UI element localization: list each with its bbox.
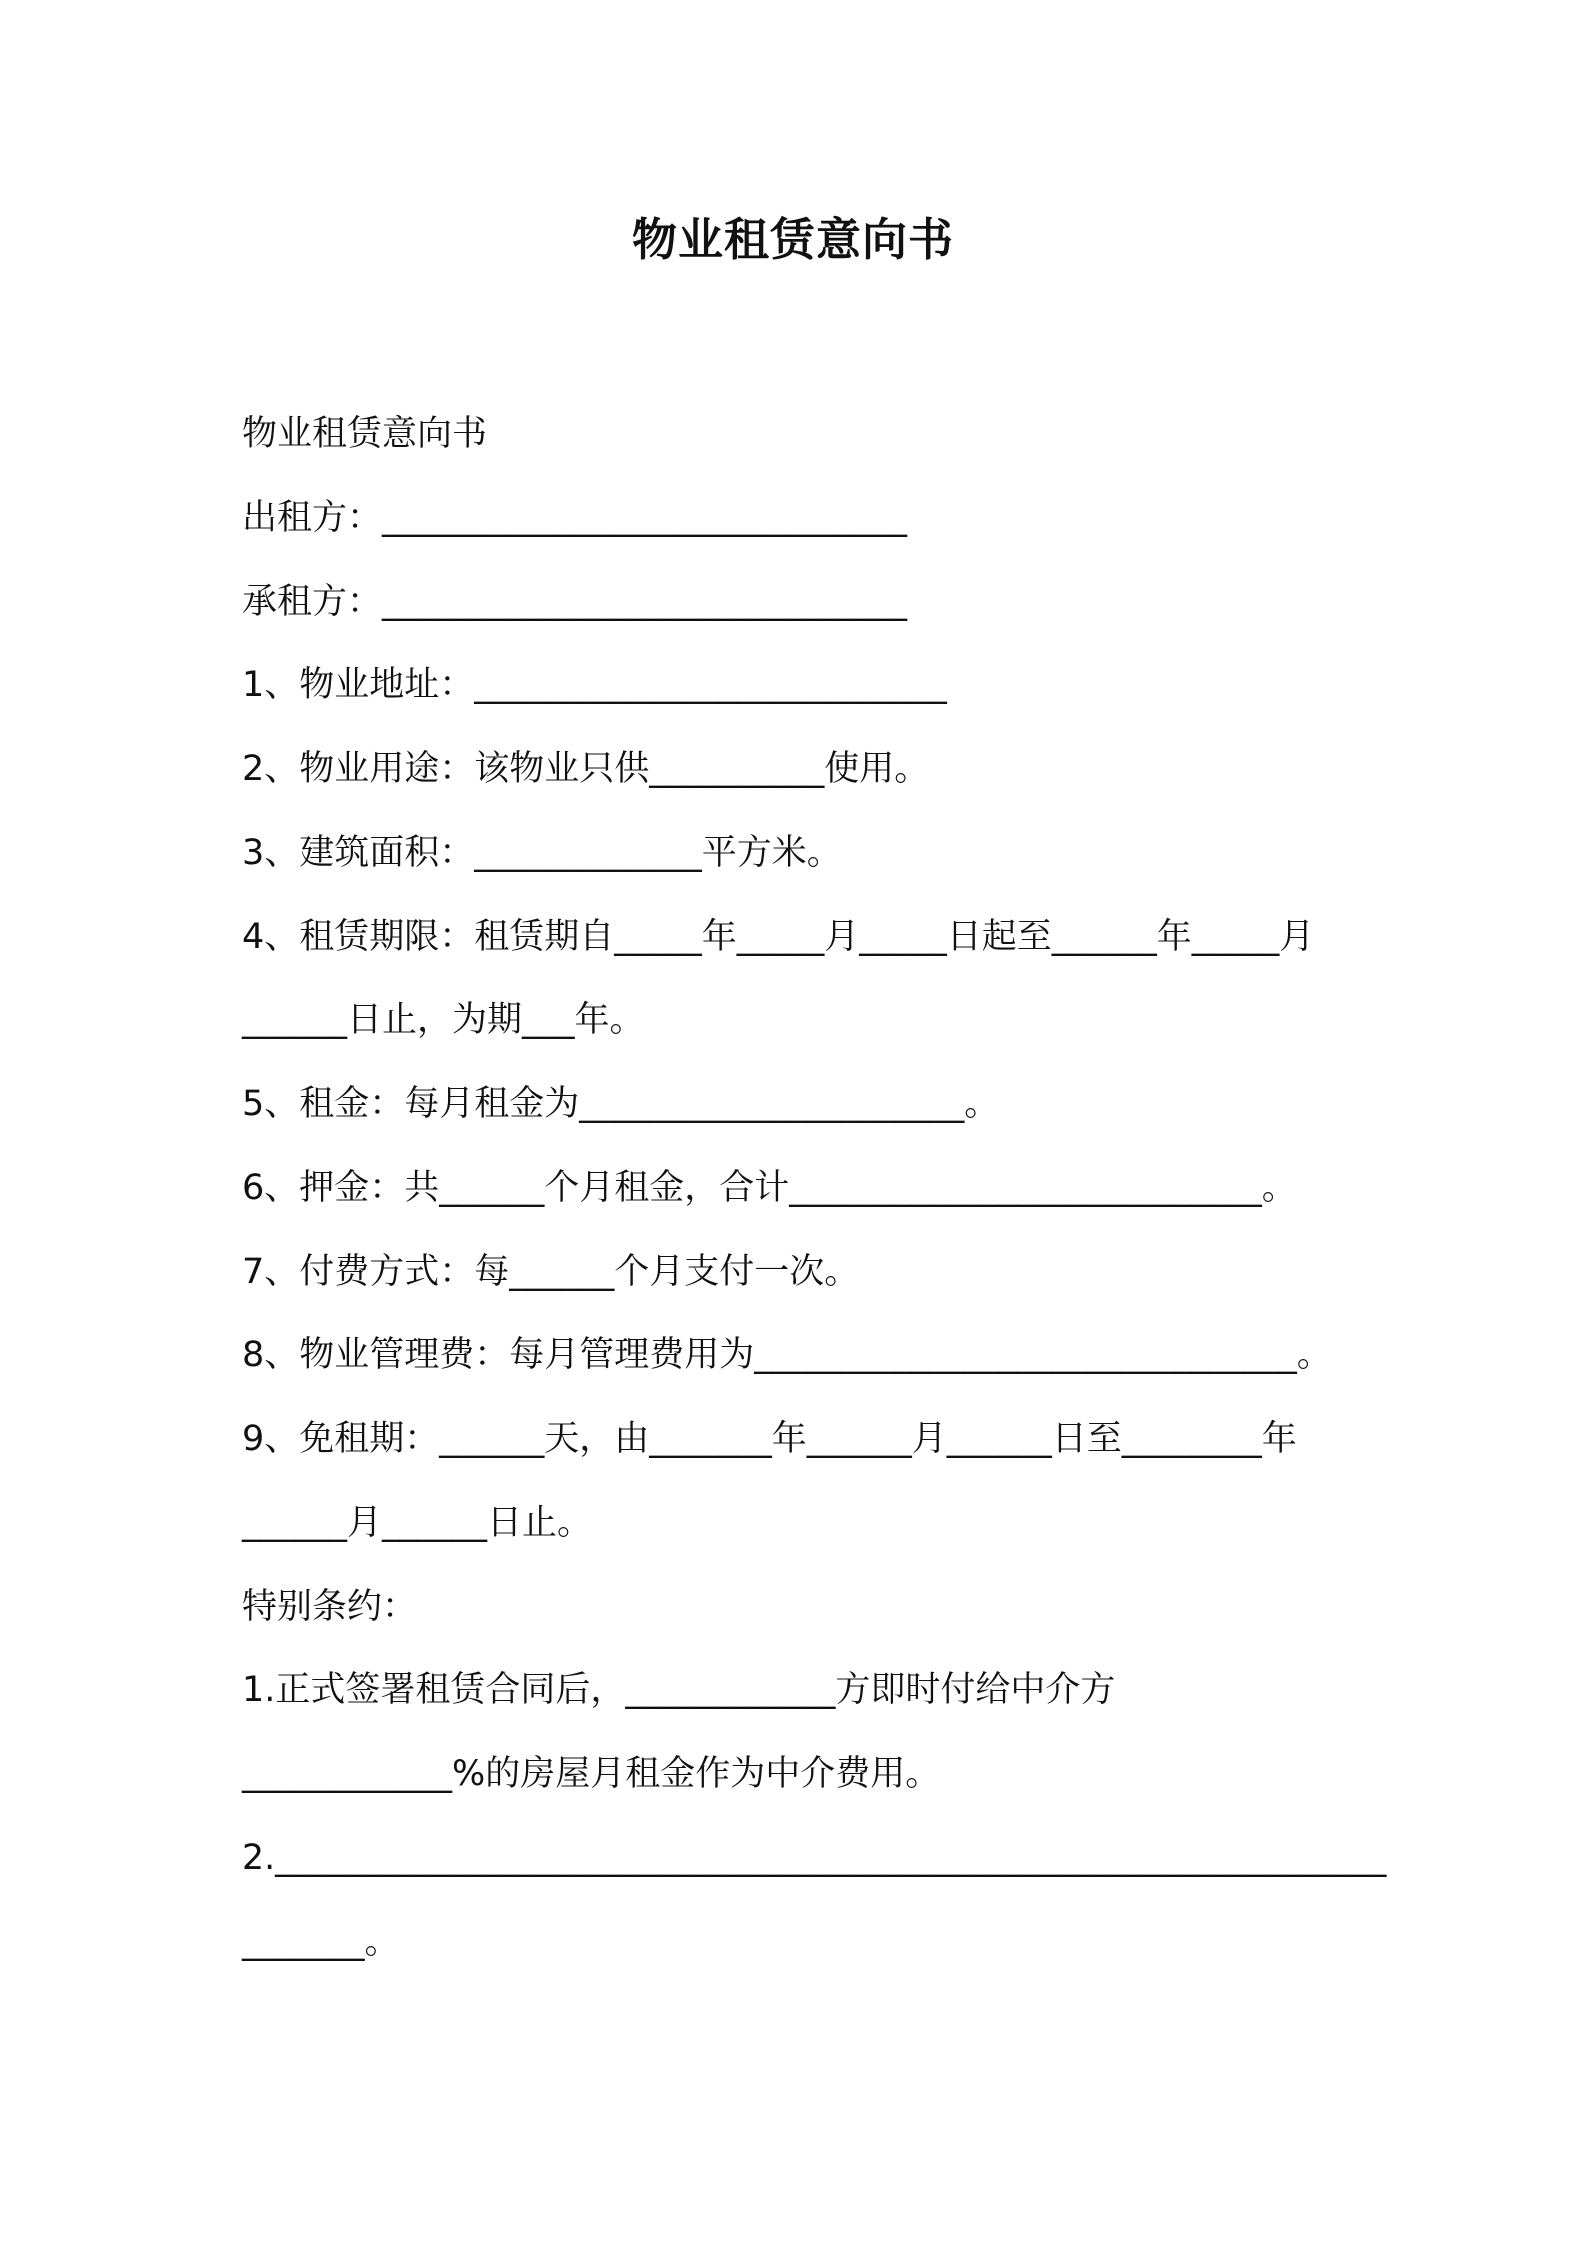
lessee-line: 承租方：______________________________ — [242, 582, 908, 622]
special-term-2-continued: _______。 — [242, 1922, 400, 1962]
item-6-deposit: 6、押金：共______个月租金，合计___________________________。 — [242, 1168, 1297, 1208]
special-term-2: 2.________________________________________________________________ — [242, 1838, 1387, 1878]
item-3-area: 3、建筑面积：_____________平方米。 — [242, 833, 842, 873]
item-2-usage: 2、物业用途：该物业只供__________使用。 — [242, 749, 930, 789]
special-term-1: 1.正式签署租赁合同后，____________方即时付给中介方 — [242, 1670, 1116, 1710]
doc-heading: 物业租赁意向书 — [242, 414, 488, 454]
document-title: 物业租赁意向书 — [631, 213, 954, 266]
item-8-management-fee: 8、物业管理费：每月管理费用为_______________________________。 — [242, 1335, 1332, 1375]
item-9-rent-free: 9、免租期：______天，由_______年______月______日至________年 — [242, 1419, 1297, 1459]
item-4-term: 4、租赁期限：租赁期自_____年_____月_____日起至______年_____月 — [242, 917, 1315, 957]
item-9-rent-free-continued: ______月______日止。 — [242, 1503, 593, 1543]
special-terms-heading: 特别条约： — [242, 1587, 418, 1627]
lessor-line: 出租方：______________________________ — [242, 498, 908, 538]
item-7-payment: 7、付费方式：每______个月支付一次。 — [242, 1252, 860, 1292]
item-4-term-continued: ______日止，为期___年。 — [242, 1000, 645, 1040]
item-5-rent: 5、租金：每月租金为______________________。 — [242, 1084, 1000, 1124]
item-1-address: 1、物业地址：___________________________ — [242, 665, 947, 705]
special-term-1-continued: ____________%的房屋月租金作为中介费用。 — [242, 1754, 941, 1794]
